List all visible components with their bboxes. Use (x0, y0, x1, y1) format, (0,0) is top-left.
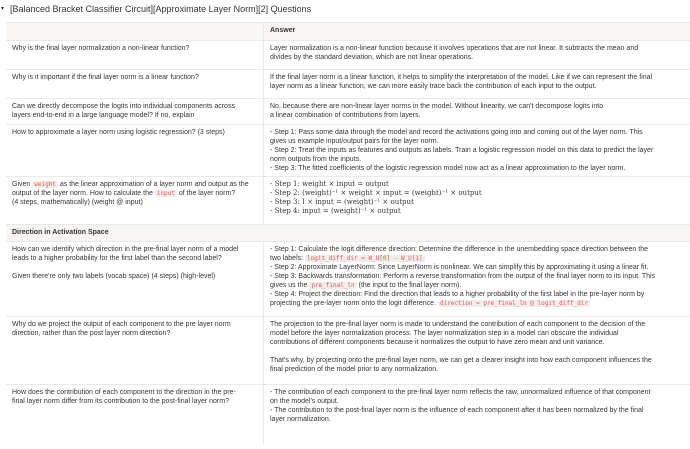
table-row (6, 316, 690, 384)
answer-text: - The contribution to the post-final layer norm is the influence of each component after it has been normalized by the final (270, 407, 644, 414)
question-cell (6, 99, 264, 124)
table-row (6, 69, 690, 98)
question-text: Can we directly decompose the logits into individual components across (12, 103, 235, 110)
question-cell (6, 317, 264, 384)
answer-text: a linear combination of contributions from layers. (270, 112, 421, 119)
answer-text: layer norm as a linear function, we can more easily trace back the contribution of each input to the output. (270, 83, 597, 90)
question-text: How does the contribution of each component to the direction in the pre- (12, 389, 236, 396)
answer-text: divides by the standard deviation, which are not linear operations. (270, 54, 474, 61)
answer-text: gives us the pre_final_ln (the input to the final layer norm). (270, 282, 462, 289)
table-row (6, 40, 690, 69)
question-text: How can we identify which direction in the pre-final layer norm of a model (12, 246, 239, 253)
answer-text: two labels: logit_diff_dir = W_U[0] - W_U[1] (270, 255, 423, 262)
question-text: output of the layer norm. How to calculate the input of the layer norm? (12, 190, 236, 197)
math-step: - Step 3: I × input = (weight)⁻¹ × output (270, 198, 414, 206)
answer-text: - Step 2: Approximate LayerNorm: Since LayerNorm is nonlinear. We can simplify this by approximating it using a linear fit. (270, 264, 649, 271)
answer-text: - Step 1: Pass some data through the model and record the activations going into and coming out of the layer norm. This (270, 129, 643, 136)
toggle-block[interactable] (0, 0, 690, 20)
math-step: - Step 4: input = (weight)⁻¹ × output (270, 207, 401, 215)
answer-cell (264, 125, 690, 176)
header-cell-answer (264, 23, 690, 40)
answer-text: - Step 2: Treat the inputs as features and outputs as labels. Train a logistic regression model on this data to predict the layer (270, 147, 654, 154)
table-row (6, 241, 690, 316)
answer-text: norm outputs from the inputs. (270, 156, 362, 163)
question-text: layers end-to-end in a large language model? If no, explain (12, 112, 195, 119)
table-row (6, 98, 690, 124)
inline-code-logit-diff: logit_diff_dir = W_U[0] - W_U[1] (307, 255, 423, 262)
question-cell (6, 70, 264, 98)
table-row (6, 384, 690, 444)
inline-code-pre-final-ln: pre_final_ln (311, 282, 355, 289)
toggle-title: [Balanced Bracket Classifier Circuit][Approximate Layer Norm][2] Questions (10, 4, 312, 14)
answer-text: The projection to the pre-final layer norm is made to understand the contribution of each component to the decision of the (270, 321, 646, 328)
answer-text: No, because there are non-linear layer norms in the model. Without linearity, we can't decompose logits into (270, 103, 604, 110)
answer-cell (264, 177, 690, 224)
answer-text: - Step 3: The fitted coefficients of the logistic regression model now act as a linear approximation to the layer norm. (270, 165, 626, 172)
question-text: Why is the final layer normalization a non-linear function? (12, 45, 190, 52)
table-header-row (6, 22, 690, 40)
header-answer-label: Answer (270, 27, 296, 34)
answer-text: layer normalization. (270, 416, 331, 423)
answer-cell (264, 242, 690, 316)
question-text: (4 steps, mathematically) (weight @ input) (12, 199, 143, 206)
answer-text: - Step 1: Calculate the logit difference direction: Determine the difference in the unembedding space direction between the (270, 246, 648, 253)
question-text: direction, rather than the post layer norm direction? (12, 330, 171, 337)
answer-text: - Step 3: Backwards transformation: Perform a reverse transformation from the output of the final layer norm to its input. This (270, 273, 656, 280)
answer-text: on the model's output. (270, 398, 339, 405)
question-cell (6, 385, 264, 444)
answer-text: - Step 4: Project the direction: Find the direction that leads to a higher probability of the first label in the pre-layer norm by (270, 291, 645, 298)
question-cell (6, 125, 264, 176)
question-text: How to approximate a layer norm using logistic regression? (3 steps) (12, 129, 225, 136)
section-heading: Direction in Activation Space (12, 229, 109, 236)
section-row (6, 224, 690, 241)
header-cell-question (6, 23, 264, 40)
toggle-triangle-icon[interactable]: ▾ (1, 6, 5, 12)
math-step: - Step 1: weight × input = output (270, 180, 389, 188)
answer-cell (264, 99, 690, 124)
qa-table (6, 22, 690, 444)
answer-cell (264, 385, 690, 444)
answer-text: model before the layer normalization process. The layer normalization step in a model can obscure the individual (270, 330, 619, 337)
question-text: Given weight as the linear approximation of a layer norm and output as the (12, 181, 249, 188)
question-cell (6, 242, 264, 316)
table-row (6, 176, 690, 224)
section-cell (6, 225, 690, 241)
inline-code-weight: weight (34, 181, 56, 188)
question-text: Given there're only two labels (vocab space) (4 steps) (high-level) (12, 273, 216, 280)
answer-text: That's why, by projecting onto the pre-final layer norm, we can get a clearer insight into how each component influences the (270, 357, 652, 364)
answer-text: gives us example input/output pairs for the layer norm. (270, 138, 439, 145)
inline-code-input: input (156, 190, 175, 197)
answer-text: Layer normalization is a non-linear function because it involves operations that are not linear. It subtracts the mean and (270, 45, 639, 52)
table-row (6, 124, 690, 176)
answer-text: If the final layer norm is a linear function, it helps to simplify the interpretation of the model. Like if we can represent the final (270, 74, 653, 81)
math-step: - Step 2: (weight)⁻¹ × weight × input = (weight)⁻¹ × output (270, 189, 482, 197)
answer-cell (264, 41, 690, 69)
answer-text: contributions of different components because it normalizes the output to have zero mean and unit variance. (270, 339, 605, 346)
inline-code-direction: direction = pre_final_ln @ logit_diff_dir (439, 300, 589, 307)
answer-text: - The contribution of each component to the pre-final layer norm reflects the raw, unnormalized influence of that component (270, 389, 651, 396)
answer-text: projecting the pre-layer norm onto the logit difference. direction = pre_final_ln @ logit_diff_dir (270, 300, 589, 307)
question-text: Why is it important if the final layer norm is a linear function? (12, 74, 199, 81)
question-text: Why do we project the output of each component to the pre layer norm (12, 321, 231, 328)
question-cell (6, 177, 264, 224)
question-cell (6, 41, 264, 69)
answer-cell (264, 70, 690, 98)
answer-text: final prediction of the model prior to any normalization. (270, 366, 439, 373)
answer-cell (264, 317, 690, 384)
question-text: final layer norm differ from its contribution to the post-final layer norm? (12, 398, 229, 405)
question-text: leads to a higher probability for the first label than the second label? (12, 255, 222, 262)
